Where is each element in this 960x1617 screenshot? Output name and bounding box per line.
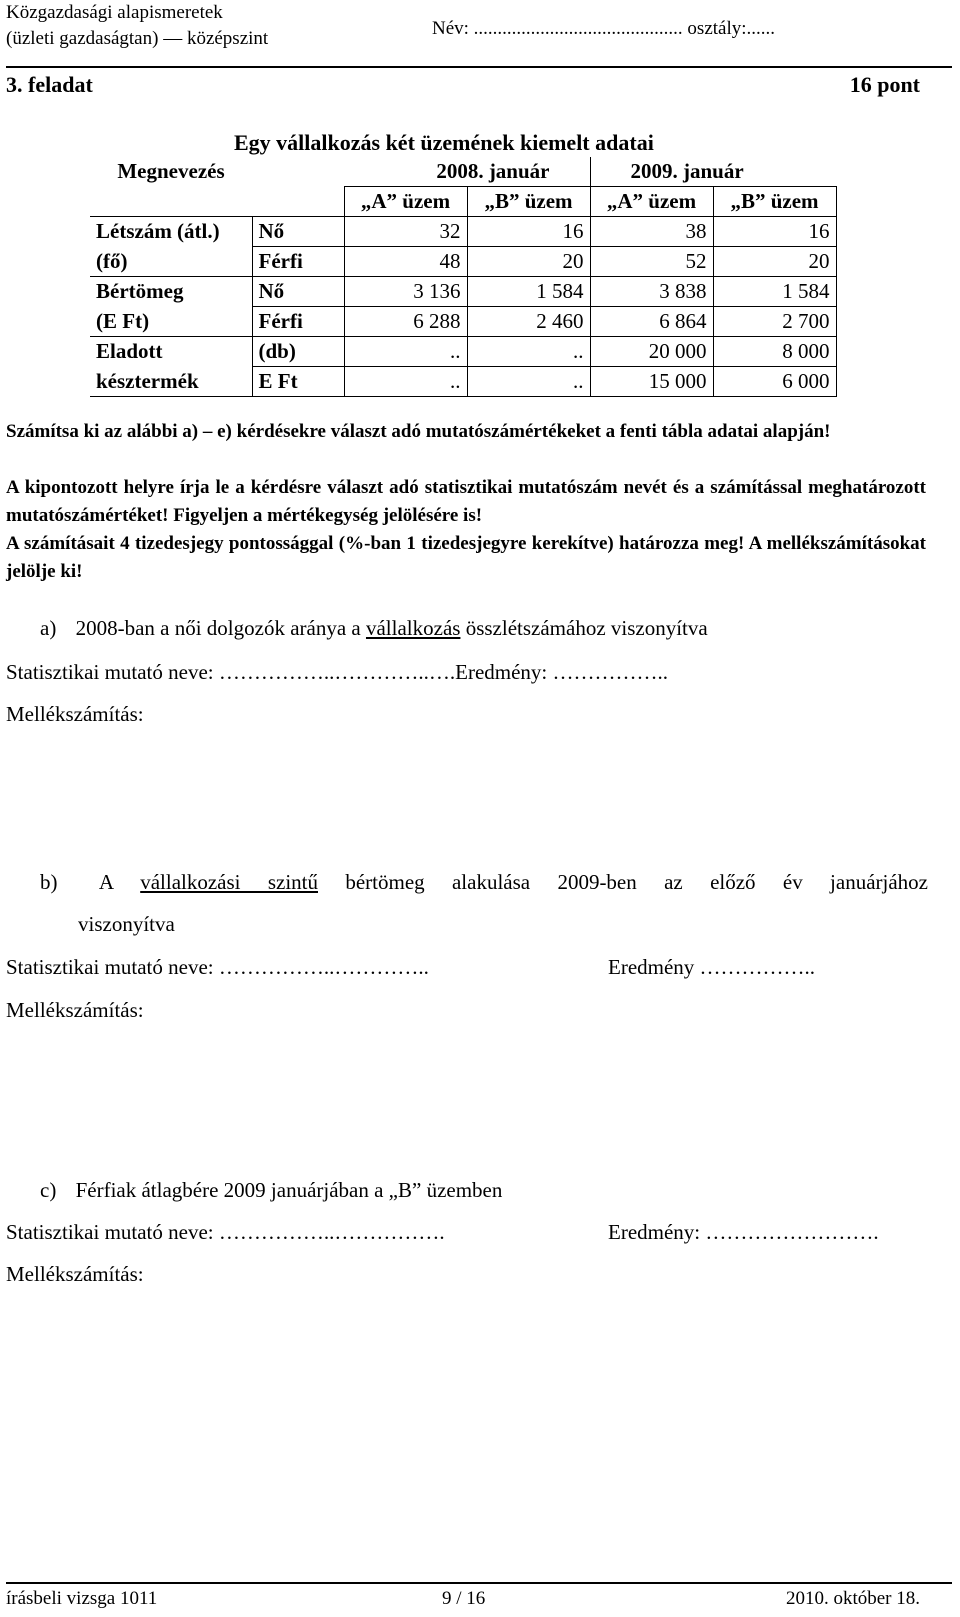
- table-cell: 1 584: [467, 277, 590, 307]
- aux-calc-label-c: Mellékszámítás:: [6, 1262, 144, 1286]
- header-name-class: Név: ............................................ osztály:......: [432, 18, 776, 39]
- table-subheader-row: [90, 187, 836, 217]
- question-marker: c): [40, 1178, 57, 1202]
- question-b: b) A vállalkozási szintű bértömeg alakulása 2009-ben az előző év januárjához: [40, 870, 928, 894]
- result-line-b[interactable]: Eredmény ……………..: [608, 955, 816, 979]
- table-cell: 20 000: [590, 337, 713, 367]
- table-cell: 16: [467, 217, 590, 247]
- row-group: (E Ft): [96, 308, 150, 333]
- table-row: [90, 217, 836, 247]
- table-cell: 6 000: [713, 367, 836, 397]
- year2-header: 2009. január: [590, 157, 836, 187]
- row-group: Bértömeg: [90, 277, 252, 307]
- answer-line-c[interactable]: Statisztikai mutató neve: ……………..…………….: [6, 1220, 445, 1244]
- result-line-c[interactable]: Eredmény: …………………….: [608, 1220, 879, 1244]
- table-row: [90, 277, 836, 307]
- row-label: Nő: [252, 217, 344, 247]
- task-points: 16 pont: [849, 72, 920, 97]
- data-table: [90, 157, 837, 397]
- row-label: (db): [252, 337, 344, 367]
- table-cell: 20: [467, 247, 590, 277]
- question-marker: b): [40, 870, 58, 894]
- task-title: 3. feladat: [6, 72, 93, 97]
- table-cell: ..: [344, 337, 467, 367]
- row-group: késztermék: [90, 367, 252, 397]
- instruction-2: A kipontozott helyre írja le a kérdésre választ adó statisztikai mutatószám nevét és a számítással meghatározott mutatószámértéket! Figyeljen a mértékegység jelölésére is!: [6, 477, 926, 526]
- col-name-header: Megnevezés: [117, 159, 225, 184]
- header-level: (üzleti gazdaságtan) — középszint: [6, 28, 269, 49]
- table-cell: 32: [344, 217, 467, 247]
- table-cell: 1 584: [713, 277, 836, 307]
- sub-header: „A” üzem: [590, 187, 713, 217]
- table-cell: ..: [467, 367, 590, 397]
- row-group: Létszám (átl.): [90, 217, 252, 247]
- sub-header: „B” üzem: [713, 187, 836, 217]
- question-marker: a): [40, 616, 57, 640]
- instruction-1: Számítsa ki az alábbi a) – e) kérdésekre választ adó mutatószámértékeket a fenti tábla adatai alapján!: [6, 421, 831, 442]
- question-a: a) 2008-ban a női dolgozók aránya a vállalkozás összlétszámához viszonyítva: [40, 616, 708, 640]
- row-label: E Ft: [252, 367, 344, 397]
- answer-line-b[interactable]: Statisztikai mutató neve: ……………..…………..: [6, 955, 429, 979]
- table-cell: 48: [344, 247, 467, 277]
- table-cell: 6 864: [590, 307, 713, 337]
- footer-page: 9 / 16: [442, 1588, 486, 1609]
- footer-rule: [6, 1582, 952, 1584]
- table-cell: 20: [713, 247, 836, 277]
- instruction-3: A számításait 4 tizedesjegy pontossággal (%-ban 1 tizedesjegyre kerekítve) határozza meg! A mellékszámításokat jelölje ki!: [6, 533, 926, 582]
- table-cell: 52: [590, 247, 713, 277]
- header-rule: [6, 66, 952, 68]
- table-row: [90, 307, 836, 337]
- sub-header: „A” üzem: [344, 187, 467, 217]
- row-label: Férfi: [252, 307, 344, 337]
- table-cell: 38: [590, 217, 713, 247]
- answer-line-a[interactable]: Statisztikai mutató neve: ……………..…………..….Eredmény: ……………..: [6, 660, 669, 684]
- row-group: (fő): [96, 248, 128, 273]
- table-row: [90, 337, 836, 367]
- table-header-row: [90, 157, 836, 187]
- table-row: [90, 247, 836, 277]
- question-c: c) Férfiak átlagbére 2009 januárjában a „B” üzemben: [40, 1178, 503, 1202]
- question-b-line2: viszonyítva: [78, 912, 175, 936]
- table-cell: 6 288: [344, 307, 467, 337]
- table-cell: ..: [344, 367, 467, 397]
- table-cell: 16: [713, 217, 836, 247]
- table-row: [90, 367, 836, 397]
- table-cell: 15 000: [590, 367, 713, 397]
- year1-header: 2008. január: [436, 159, 550, 183]
- table-cell: 3 136: [344, 277, 467, 307]
- header-subject: Közgazdasági alapismeretek: [6, 2, 223, 23]
- row-label: Férfi: [252, 247, 344, 277]
- table-cell: 8 000: [713, 337, 836, 367]
- footer-date: 2010. október 18.: [785, 1588, 920, 1609]
- footer-exam: írásbeli vizsga 1011: [6, 1588, 158, 1609]
- table-cell: 3 838: [590, 277, 713, 307]
- aux-calc-label-a: Mellékszámítás:: [6, 702, 144, 726]
- sub-header: „B” üzem: [467, 187, 590, 217]
- row-label: Nő: [252, 277, 344, 307]
- table-cell: 2 460: [467, 307, 590, 337]
- row-group: Eladott: [90, 337, 252, 367]
- table-cell: 2 700: [713, 307, 836, 337]
- table-cell: ..: [467, 337, 590, 367]
- header-left: [6, 0, 268, 52]
- aux-calc-label-b: Mellékszámítás:: [6, 998, 144, 1022]
- table-caption: Egy vállalkozás két üzemének kiemelt adatai: [234, 130, 654, 155]
